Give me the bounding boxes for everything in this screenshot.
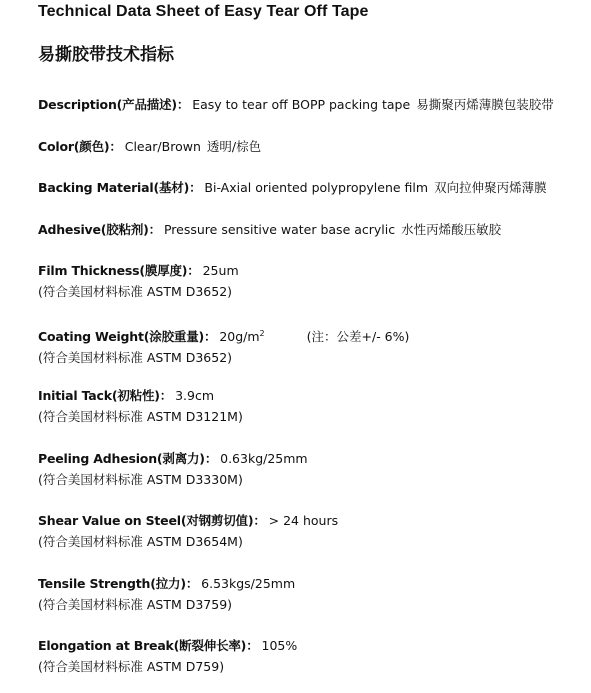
- spec-label: Tensile Strength(拉力)：: [38, 576, 199, 591]
- spec-value: Pressure sensitive water base acrylic: [163, 222, 396, 237]
- spec-value-superscript: 2: [259, 329, 265, 338]
- spec-standard: (符合美国材料标准 ASTM D3330M): [38, 472, 243, 487]
- spec-film-thickness: [38, 260, 239, 302]
- spec-label: Peeling Adhesion(剥离力)：: [38, 451, 218, 466]
- spec-coating-weight: [38, 323, 409, 368]
- spec-backing-material: [38, 177, 547, 198]
- spec-label: Elongation at Break(断裂伸长率)：: [38, 638, 259, 653]
- spec-value: 105%: [261, 638, 298, 653]
- spec-value-chinese: 水性丙烯酸压敏胶: [401, 222, 502, 237]
- spec-label: Initial Tack(初粘性)：: [38, 388, 173, 403]
- spec-value: 20g/m: [219, 329, 260, 344]
- spec-value: 6.53kgs/25mm: [201, 576, 296, 591]
- spec-label: Adhesive(胶粘剂)：: [38, 222, 161, 237]
- spec-label: Color(颜色)：: [38, 139, 122, 154]
- spec-value-chinese: 透明/棕色: [206, 139, 262, 154]
- spec-value: > 24 hours: [268, 513, 339, 528]
- spec-adhesive: [38, 219, 501, 240]
- spec-elongation-at-break: [38, 635, 297, 677]
- spec-label: Backing Material(基材)：: [38, 180, 202, 195]
- spec-description: [38, 94, 554, 115]
- document-subtitle-chinese: 易撕胶带技术指标: [38, 45, 174, 65]
- spec-label: Shear Value on Steel(对钢剪切值)：: [38, 513, 266, 528]
- spec-tolerance-note: (注：公差+/- 6%): [306, 329, 410, 344]
- spec-standard: (符合美国材料标准 ASTM D3121M): [38, 409, 243, 424]
- spec-value: 25um: [202, 263, 239, 278]
- spec-tensile-strength: [38, 573, 295, 615]
- spec-label: Coating Weight(涂胶重量)：: [38, 329, 217, 344]
- spec-value-chinese: 易撕聚丙烯薄膜包装胶带: [416, 97, 554, 112]
- spec-standard: (符合美国材料标准 ASTM D3759): [38, 597, 233, 612]
- spec-peeling-adhesion: [38, 448, 308, 490]
- spec-standard: (符合美国材料标准 ASTM D3652): [38, 284, 233, 299]
- spec-standard: (符合美国材料标准 ASTM D3652): [38, 350, 233, 365]
- spec-value: Clear/Brown: [124, 139, 201, 154]
- spec-value: Bi-Axial oriented polypropylene film: [204, 180, 429, 195]
- spec-value-chinese: 双向拉伸聚丙烯薄膜: [434, 180, 547, 195]
- spec-standard: (符合美国材料标准 ASTM D759): [38, 659, 225, 674]
- spec-shear-value: [38, 510, 338, 552]
- document-title: Technical Data Sheet of Easy Tear Off Tape: [38, 3, 369, 20]
- spec-label: Description(产品描述)：: [38, 97, 190, 112]
- spec-value: Easy to tear off BOPP packing tape: [192, 97, 411, 112]
- spec-color: [38, 136, 261, 157]
- spec-initial-tack: [38, 385, 243, 427]
- spec-value: 0.63kg/25mm: [220, 451, 308, 466]
- spec-label: Film Thickness(膜厚度)：: [38, 263, 200, 278]
- spec-value: 3.9cm: [175, 388, 215, 403]
- spec-standard: (符合美国材料标准 ASTM D3654M): [38, 534, 243, 549]
